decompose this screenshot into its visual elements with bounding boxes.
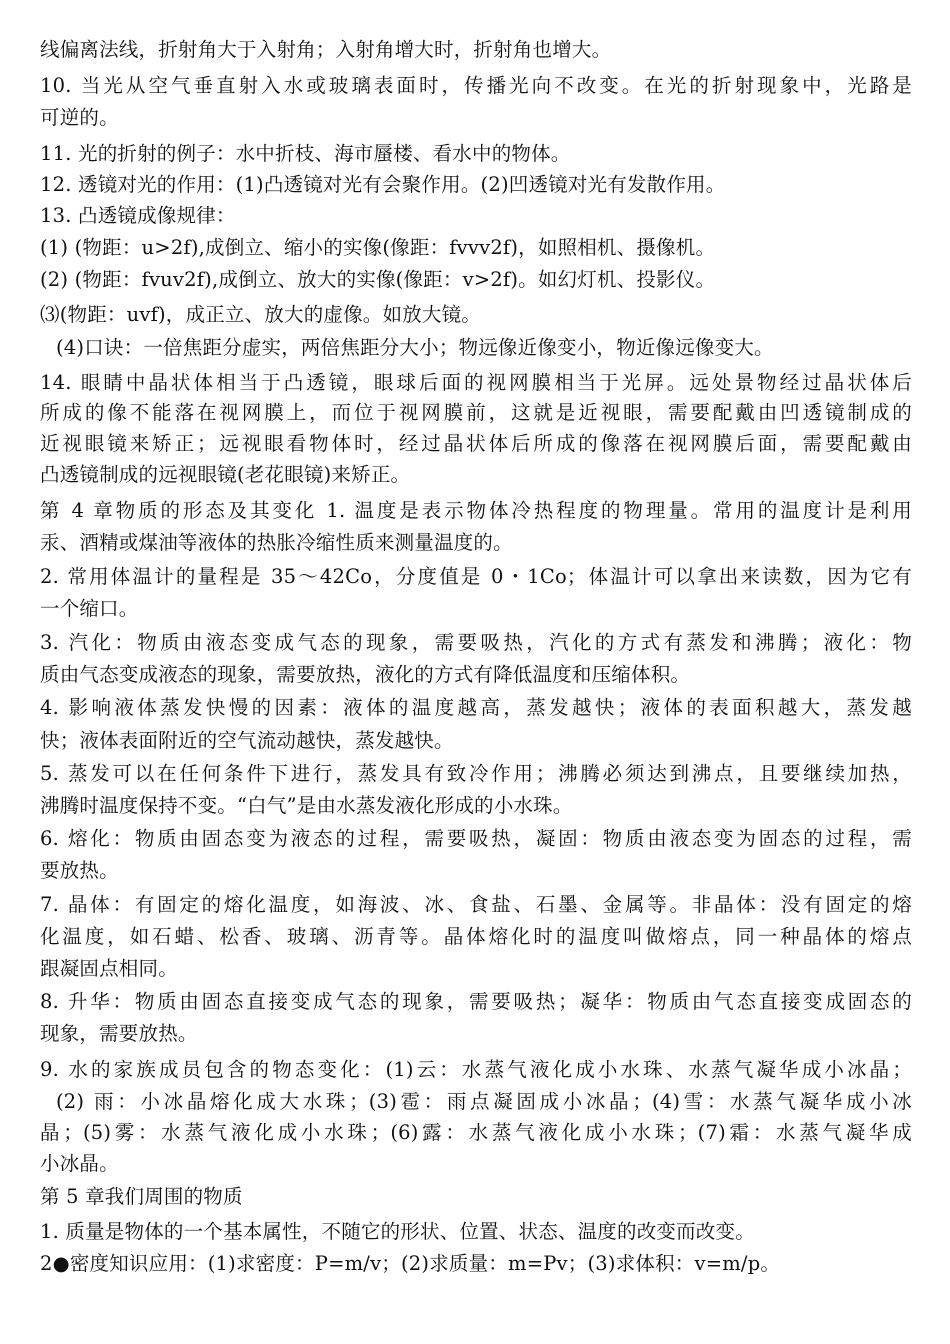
text-line: ⑶(物距：uvf)，成正立、放大的虚像。如放大镜。 (40, 303, 482, 326)
text-line: 11. 光的折射的例子：水中折枝、海市蜃楼、看水中的物体。 (40, 142, 571, 165)
text-line: 质由气态变成液态的现象，需要放热，液化的方式有降低温度和压缩体积。 (40, 663, 691, 686)
text-line: (4)口诀：一倍焦距分虚实，两倍焦距分大小；物远像近像变小，物近像远像变大。 (56, 336, 774, 359)
text-line: 7. 晶体：有固定的熔化温度，如海波、冰、食盐、石墨、金属等。非晶体：没有固定的熔 (40, 893, 912, 916)
text-line: 线偏离法线，折射角大于入射角；入射角增大时，折射角也增大。 (40, 38, 612, 61)
text-line: 所成的像不能落在视网膜上，而位于视网膜前，这就是近视眼，需要配戴由凹透镜制成的 (40, 401, 912, 424)
text-line: 12. 透镜对光的作用：(1)凸透镜对光有会聚作用。(2)凹透镜对光有发散作用。 (40, 173, 726, 196)
text-line: 2●密度知识应用：(1)求密度：P=m/v；(2)求质量：m=Pv；(3)求体积：v=m/p。 (40, 1252, 781, 1275)
text-line: 2. 常用体温计的量程是 35〜42Co，分度值是 0・1Co；体温计可以拿出来读数，因为它有 (40, 565, 912, 588)
text-line: (1) (物距：u>2f),成倒立、缩小的实像(像距：fvvv2f)，如照相机、摄像机。 (40, 236, 716, 259)
text-line: 近视眼镜来矫正；远视眼看物体时，经过晶状体后所成的像落在视网膜后面，需要配戴由 (40, 432, 912, 455)
text-line: 13. 凸透镜成像规律： (40, 204, 236, 227)
text-line: 3. 汽化：物质由液态变成气态的现象，需要吸热，汽化的方式有蒸发和沸腾；液化：物 (40, 631, 912, 654)
text-line: 沸腾时温度保持不变。“白气”是由水蒸发液化形成的小水珠。 (40, 794, 573, 817)
text-line: 9. 水的家族成员包含的物态变化：(1)云：水蒸气液化成小水珠、水蒸气凝华成小冰晶； (40, 1058, 912, 1081)
text-line: 14. 眼睛中晶状体相当于凸透镜，眼球后面的视网膜相当于光屏。远处景物经过晶状体后 (40, 371, 912, 394)
text-line: 快；液体表面附近的空气流动越快，蒸发越快。 (40, 729, 454, 752)
text-line: 跟凝固点相同。 (40, 957, 178, 980)
text-line: 一个缩口。 (40, 597, 139, 620)
text-line: 凸透镜制成的远视眼镜(老花眼镜)来矫正。 (40, 463, 411, 486)
text-line: 可逆的。 (40, 106, 119, 129)
text-line: 10. 当光从空气垂直射入水或玻璃表面时，传播光向不改变。在光的折射现象中，光路是 (40, 74, 912, 97)
text-line: 汞、酒精或煤油等液体的热胀冷缩性质来测量温度的。 (40, 531, 513, 554)
text-line: 小冰晶。 (40, 1152, 119, 1175)
text-line: 5. 蒸发可以在任何条件下进行，蒸发具有致冷作用；沸腾必须达到沸点，且要继续加热， (40, 762, 912, 785)
text-line: 8. 升华：物质由固态直接变成气态的现象，需要吸热；凝华：物质由气态直接变成固态的 (40, 990, 912, 1013)
text-line: 要放热。 (40, 859, 119, 882)
text-line: (2) (物距：fvuv2f),成倒立、放大的实像(像距：v>2f)。如幻灯机、投影仪。 (40, 268, 716, 291)
text-line: (2) 雨：小冰晶熔化成大水珠；(3)雹：雨点凝固成小冰晶；(4)雪：水蒸气凝华成小冰 (56, 1090, 912, 1113)
text-line: 1. 质量是物体的一个基本属性，不随它的形状、位置、状态、温度的改变而改变。 (40, 1220, 755, 1243)
text-line: 第 5 章我们周围的物质 (40, 1185, 243, 1208)
text-line: 晶；(5)雾：水蒸气液化成小水珠；(6)露：水蒸气液化成小水珠；(7)霜：水蒸气凝华成 (40, 1121, 912, 1144)
text-line: 4. 影响液体蒸发快慢的因素：液体的温度越高，蒸发越快；液体的表面积越大，蒸发越 (40, 696, 912, 719)
text-line: 6. 熔化：物质由固态变为液态的过程，需要吸热，凝固：物质由液态变为固态的过程，需 (40, 827, 912, 850)
text-line: 第 4 章物质的形态及其变化 1. 温度是表示物体冷热程度的物理量。常用的温度计是利用 (40, 499, 912, 522)
text-line: 化温度，如石蜡、松香、玻璃、沥青等。晶体熔化时的温度叫做熔点，同一种晶体的熔点 (40, 925, 912, 948)
text-line: 现象，需要放热。 (40, 1022, 198, 1045)
